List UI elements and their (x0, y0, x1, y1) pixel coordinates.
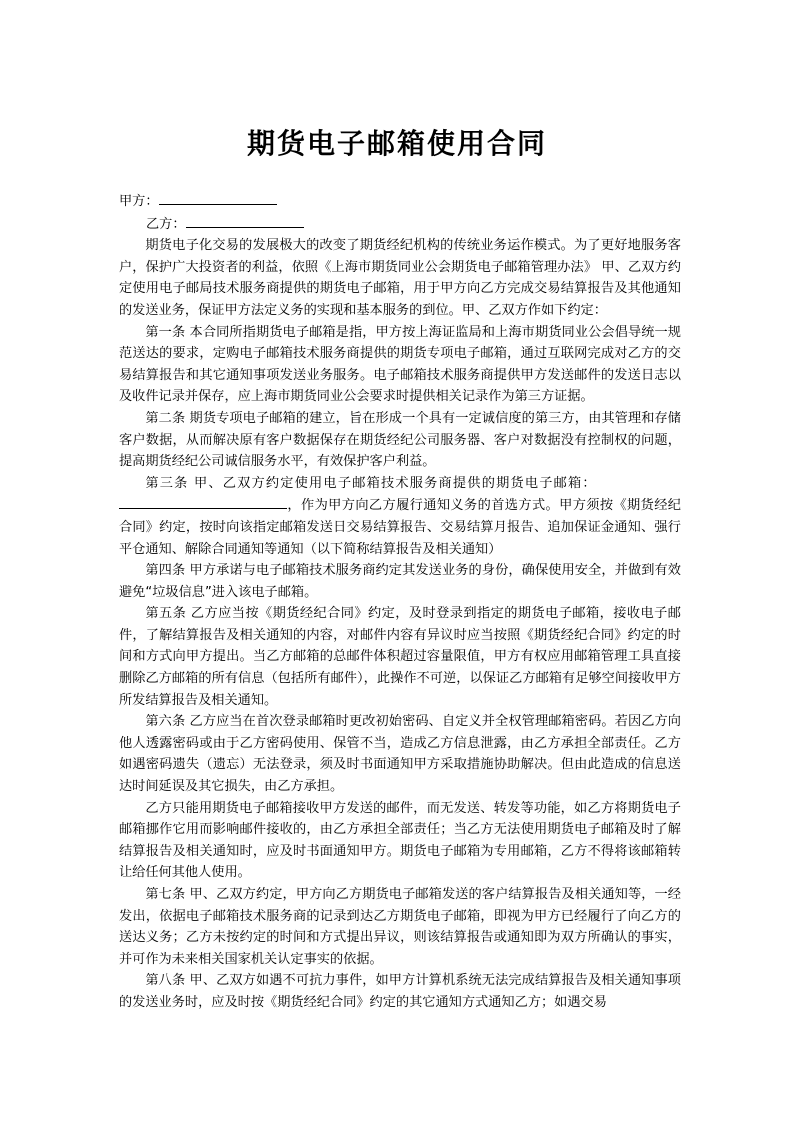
article-3-paragraph (119, 494, 681, 560)
preamble-paragraph: 期货电子化交易的发展极大的改变了期货经纪机构的传统业务运作模式。为了更好地服务客户，保护广大投资者的利益，依照《上海市期货同业公会期货电子邮箱管理办法》 甲、乙双方约定使用电子邮局技术服务商提供的期货电子邮箱，用于甲方向乙方完成交易结算报告及其他通知的发送业务，保证甲方法定义务的实现和基本服务的到位。甲、乙双方作如下约定： (119, 238, 681, 318)
article-2-paragraph: 第二条 期货专项电子邮箱的建立，旨在形成一个具有一定诚信度的第三方，由其管理和存储客户数据，从而解决原有客户数据保存在期货经纪公司服务器、客户对数据没有控制权的问题，提高期货经纪公司诚信服务水平，有效保护客户利益。 (119, 410, 681, 470)
article-3-lead-text: 第三条 甲、乙双方约定使用电子邮箱技术服务商提供的期货电子邮箱： (145, 475, 597, 491)
document-body (119, 190, 681, 1014)
party-a-blank (159, 190, 277, 205)
party-b-blank (186, 213, 304, 228)
party-b-label: 乙方： (146, 216, 186, 232)
party-a-label: 甲方： (119, 194, 159, 209)
article-1-paragraph: 第一条 本合同所指期货电子邮箱是指，甲方按上海证监局和上海市期货同业公会倡导统一规范送达的要求，定购电子邮箱技术服务商提供的期货专项电子邮箱，通过互联网完成对乙方的交易结算报告和其它通知事项发送业务服务。电子邮箱技术服务商提供甲方发送邮件的发送日志以及收件记录并保存，应上海市期货同业公会要求时提供相关记录作为第三方证据。 (119, 324, 681, 405)
article-4-paragraph: 第四条 甲方承诺与电子邮箱技术服务商约定其发送业务的身份，确保使用安全，并做到有效避免“垃圾信息”进入该电子邮箱。 (119, 563, 681, 600)
document-title: 期货电子邮箱使用合同 (246, 127, 547, 160)
party-b-line (119, 213, 681, 236)
email-address-blank (119, 494, 287, 509)
article-3-heading-line (119, 473, 681, 495)
article-8-paragraph: 第八条 甲、乙双方如遇不可抗力事件，如甲方计算机系统无法完成结算报告及相关通知事项的发送业务时，应及时按《期货经纪合同》约定的其它通知方式通知乙方；如遇交易 (119, 973, 681, 1010)
article-6-supplement-paragraph: 乙方只能用期货电子邮箱接收甲方发送的邮件，而无发送、转发等功能，如乙方将期货电子邮箱挪作它用而影响邮件接收的，由乙方承担全部责任；当乙方无法使用期货电子邮箱及时了解结算报告及相关通知时，应及时书面通知甲方。期货电子邮箱为专用邮箱，乙方不得将该邮箱转让给任何其他人使用。 (119, 800, 681, 881)
article-6-paragraph: 第六条 乙方应当在首次登录邮箱时更改初始密码、自定义并全权管理邮箱密码。若因乙方向他人透露密码或由于乙方密码使用、保管不当，造成乙方信息泄露，由乙方承担全部责任。乙方如遇密码遗失（遗忘）无法登录，须及时书面通知甲方采取措施协助解决。但由此造成的信息送达时间延误及其它损失，由乙方承担。 (119, 714, 681, 795)
article-7-paragraph: 第七条 甲、乙双方约定，甲方向乙方期货电子邮箱发送的客户结算报告及相关通知等，一经发出，依据电子邮箱技术服务商的记录到达乙方期货电子邮箱，即视为甲方已经履行了向乙方的送达义务；乙方未按约定的时间和方式提出异议，则该结算报告或通知即为双方所确认的事实，并可作为未来相关国家机关认定事实的依据。 (119, 887, 681, 967)
party-a-line (119, 190, 681, 213)
article-5-paragraph: 第五条 乙方应当按《期货经纪合同》约定，及时登录到指定的期货电子邮箱，接收电子邮件，了解结算报告及相关通知的内容，对邮件内容有异议时应当按照《期货经纪合同》约定的时间和方式向甲方提出。当乙方邮箱的总邮件体积超过容量限值，甲方有权应用邮箱管理工具直接删除乙方邮箱的所有信息（包括所有邮件），此操作不可逆，以保证乙方邮箱有足够空间接收甲方所发结算报告及相关通知。 (119, 606, 681, 708)
article-3-text: ，作为甲方向乙方履行通知义务的首选方式。甲方须按《期货经纪合同》约定，按时向该指定邮箱发送日交易结算报告、交易结算月报告、追加保证金通知、强行平仓通知、解除合同通知等通知（以下简称结算报告及相关通知） (119, 498, 681, 557)
